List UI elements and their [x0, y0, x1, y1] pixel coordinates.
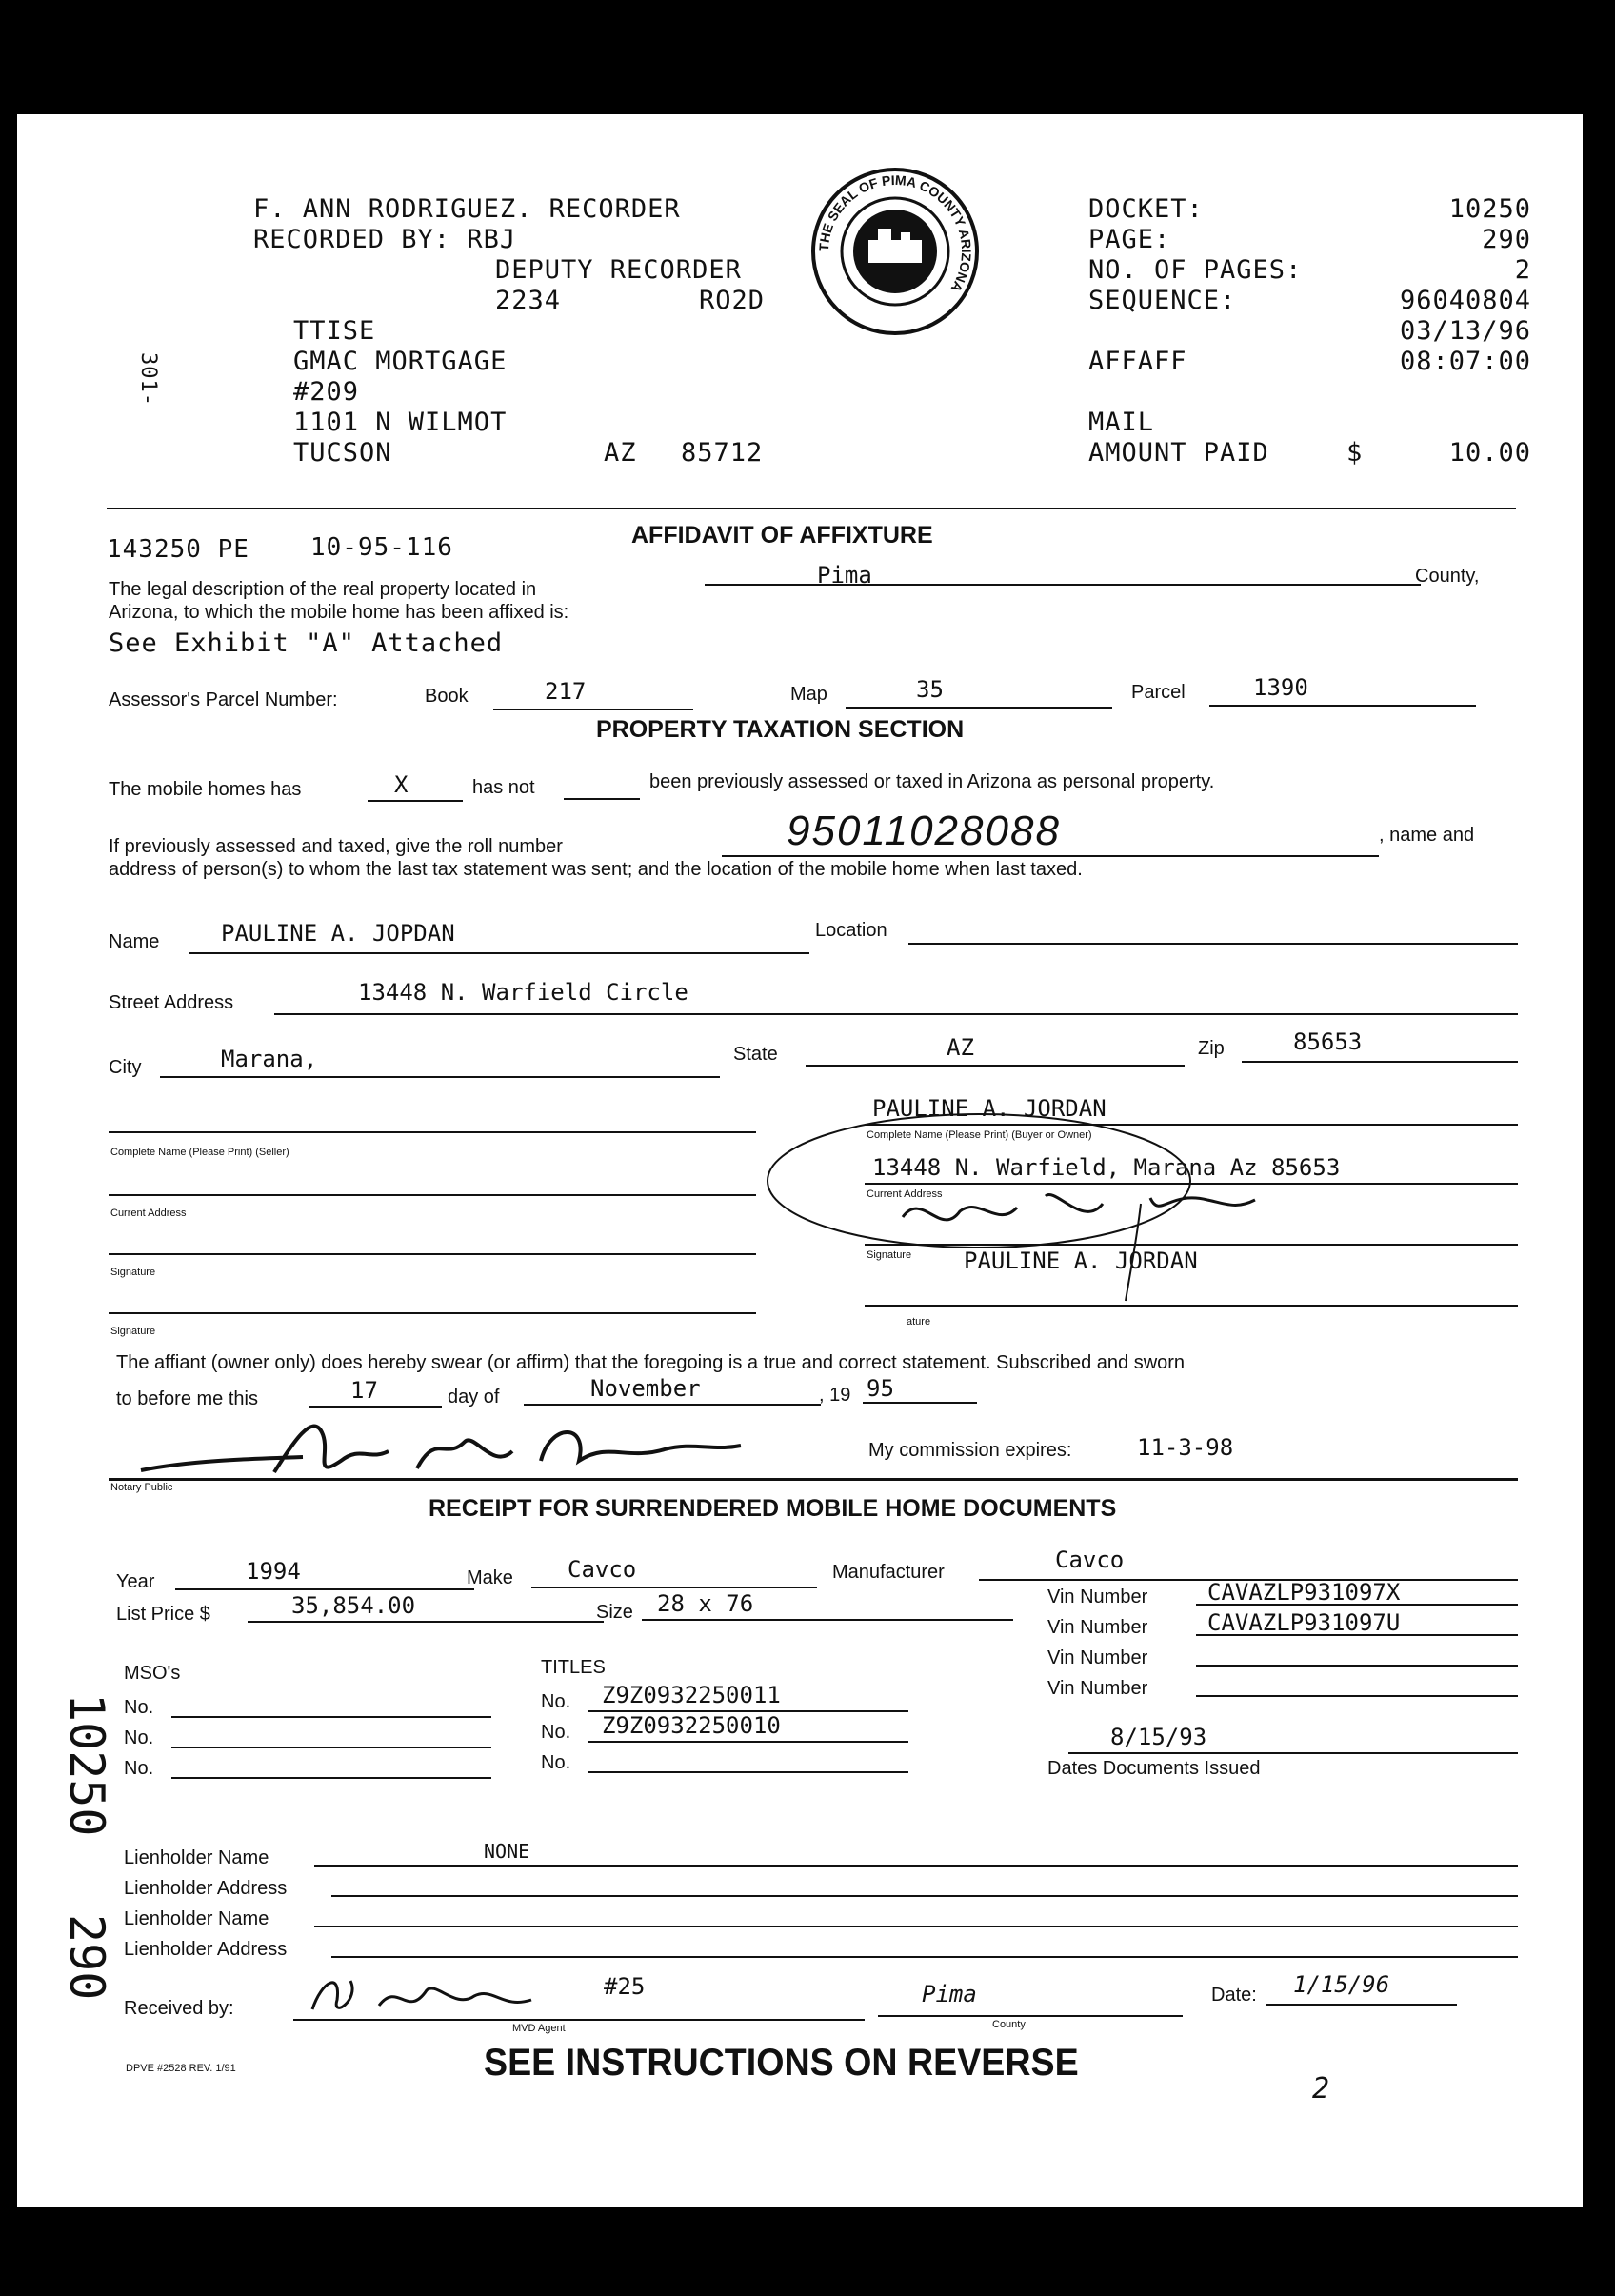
affidavit-title: AFFIDAVIT OF AFFIXTURE: [631, 522, 933, 549]
title-line-3: [588, 1771, 908, 1773]
seller-name-line: [109, 1131, 756, 1133]
parcel-value: 1390: [1253, 674, 1308, 701]
company-street: 1101 N WILMOT: [293, 408, 508, 437]
seller-signature-line: [109, 1253, 756, 1255]
lienholder-name-label-1: Lienholder Name: [124, 1847, 269, 1868]
to-before-me-label: to before me this: [116, 1388, 258, 1409]
mso-line-3: [171, 1777, 491, 1779]
parcel-line: [1209, 705, 1476, 707]
zip-label: Zip: [1198, 1038, 1225, 1059]
parcel-label: Parcel: [1131, 682, 1186, 703]
date-line: [1266, 2004, 1457, 2006]
affaff: AFFAFF: [1088, 347, 1187, 376]
deputy-recorder: DEPUTY RECORDER: [495, 255, 742, 285]
received-line: [293, 2019, 865, 2021]
document-page: [17, 114, 1583, 2207]
been-assessed-label: been previously assessed or taxed in Arizona as personal property.: [649, 771, 1215, 792]
notary-line: [109, 1478, 1518, 1481]
company-zip: 85712: [681, 438, 764, 468]
zip-line: [1242, 1061, 1518, 1063]
title-no-1: No.: [541, 1691, 571, 1712]
received-by-label: Received by:: [124, 1998, 234, 2019]
roll-number-label: If previously assessed and taxed, give the roll number: [109, 836, 563, 857]
tax-section-title: PROPERTY TAXATION SECTION: [596, 716, 965, 743]
titles-label: TITLES: [541, 1657, 606, 1678]
second-signature-label: Signature: [110, 1326, 156, 1337]
state-label: State: [733, 1044, 778, 1065]
oath-day: 17: [350, 1377, 378, 1404]
sequence-label: SEQUENCE:: [1088, 286, 1237, 315]
side-page-stamp: 290: [59, 1914, 114, 2001]
page-label: PAGE:: [1088, 225, 1171, 254]
commission-date: 11-3-98: [1137, 1434, 1234, 1461]
county-seal: [809, 166, 981, 337]
received-date: 1/15/96: [1293, 1971, 1390, 1998]
buyer-signature-label: Signature: [867, 1249, 912, 1261]
lienholder-address-label-1: Lienholder Address: [124, 1878, 288, 1899]
svg-text:THE SEAL OF PIMA COUNTY ARIZON: THE SEAL OF PIMA COUNTY ARIZONA: [815, 171, 975, 295]
mobile-has-label: The mobile homes has: [109, 779, 302, 800]
title-no-2: No.: [541, 1722, 571, 1743]
agent-number: #25: [604, 1973, 646, 2000]
vin-value-2: CAVAZLP931097U: [1207, 1609, 1401, 1636]
oath-month: November: [590, 1375, 701, 1402]
mso-no-1: No.: [124, 1697, 154, 1718]
year-line: [863, 1402, 977, 1404]
map-line: [846, 707, 1112, 709]
size-label: Size: [596, 1602, 633, 1623]
vin-label-2: Vin Number: [1047, 1617, 1148, 1638]
street-line: [274, 1013, 1518, 1015]
side-docket-stamp: 10250: [59, 1693, 114, 1837]
ature-label: ature: [907, 1316, 931, 1328]
title-line-2: [588, 1741, 908, 1743]
name-line: [189, 952, 809, 954]
buyer-name-label: Complete Name (Please Print) (Buyer or Owner): [867, 1129, 1092, 1141]
lien-line-3: [314, 1926, 1518, 1927]
city-label: City: [109, 1057, 142, 1078]
roll-line: [722, 855, 1379, 857]
lienholder-address-label-2: Lienholder Address: [124, 1939, 288, 1960]
form-number: DPVE #2528 REV. 1/91: [126, 2063, 236, 2074]
street-address-label: Street Address: [109, 992, 234, 1013]
apn-label: Assessor's Parcel Number:: [109, 689, 338, 710]
seller-address-line: [109, 1194, 756, 1196]
commission-label: My commission expires:: [868, 1440, 1072, 1461]
recorder-name: F. ANN RODRIGUEZ. RECORDER: [253, 194, 681, 224]
notary-label: Notary Public: [110, 1482, 173, 1493]
mail-label: MAIL: [1088, 408, 1155, 437]
size-line: [642, 1619, 1013, 1621]
notary-signature: [131, 1404, 798, 1489]
address-persons-label: address of person(s) to whom the last tax statement was sent; and the location of the mobile home when last taxed.: [109, 859, 1083, 880]
buyer-address-value: 13448 N. Warfield, Marana Az 85653: [872, 1154, 1341, 1181]
docket-label: DOCKET:: [1088, 194, 1204, 224]
manufacturer-value: Cavco: [1055, 1547, 1125, 1573]
vin-label-4: Vin Number: [1047, 1678, 1148, 1699]
list-price-value: 35,854.00: [291, 1592, 416, 1619]
map-label: Map: [790, 684, 827, 705]
county-value: Pima: [817, 562, 872, 589]
header-divider: [107, 508, 1516, 509]
city-value: Marana,: [221, 1046, 318, 1072]
mso-no-3: No.: [124, 1758, 154, 1779]
vin-label-1: Vin Number: [1047, 1587, 1148, 1607]
amount-value: 10.00: [1448, 438, 1531, 468]
has-not-label: has not: [472, 777, 535, 798]
pages-value: 2: [1514, 255, 1531, 285]
reference-1: 143250 PE: [107, 535, 249, 564]
msos-label: MSO's: [124, 1663, 181, 1684]
received-county: Pima: [922, 1981, 977, 2007]
company-name: GMAC MORTGAGE: [293, 347, 508, 376]
name-and-label: , name and: [1379, 825, 1475, 846]
has-line: [368, 800, 463, 802]
year-label: Year: [116, 1571, 155, 1592]
recorded-by: RECORDED BY: RBJ: [253, 225, 517, 254]
reference-2: 10-95-116: [310, 533, 453, 562]
issued-label: Dates Documents Issued: [1047, 1758, 1261, 1779]
size-value: 28 x 76: [657, 1590, 754, 1617]
vin-line-3: [1196, 1665, 1518, 1667]
record-date: 03/13/96: [1399, 316, 1531, 346]
title-value-2: Z9Z0932250010: [602, 1712, 781, 1739]
zip-value: 85653: [1293, 1028, 1363, 1055]
page-mark: 2: [1312, 2072, 1330, 2106]
receipt-title: RECEIPT FOR SURRENDERED MOBILE HOME DOCUMENTS: [429, 1495, 1117, 1522]
price-line: [248, 1621, 604, 1623]
pages-label: NO. OF PAGES:: [1088, 255, 1303, 285]
county-line: [705, 584, 1421, 586]
make-value: Cavco: [568, 1556, 637, 1583]
company-suite: #209: [293, 377, 360, 407]
list-price-label: List Price $: [116, 1604, 210, 1625]
name-value: PAULINE A. JOPDAN: [221, 920, 455, 947]
make-line: [531, 1587, 817, 1588]
day-of-label: day of: [448, 1387, 500, 1408]
year-field-line: [175, 1588, 474, 1590]
vin-value-1: CAVAZLP931097X: [1207, 1579, 1401, 1606]
mso-no-2: No.: [124, 1727, 154, 1748]
date-label: Date:: [1211, 1985, 1257, 2006]
seller-address-label: Current Address: [110, 1208, 187, 1219]
county-received-label: County: [992, 2019, 1026, 2030]
has-not-line: [564, 798, 640, 800]
roll-number: 95011028088: [787, 808, 1061, 854]
mso-line-1: [171, 1716, 491, 1718]
book-value: 217: [545, 678, 587, 705]
year-value: 1994: [246, 1558, 301, 1585]
company-city: TUCSON: [293, 438, 392, 468]
issued-value: 8/15/93: [1110, 1724, 1207, 1750]
instructions-text: SEE INSTRUCTIONS ON REVERSE: [484, 2042, 1079, 2084]
page-value: 290: [1482, 225, 1531, 254]
buyer-name-value: PAULINE A. JORDAN: [872, 1095, 1107, 1122]
name-label: Name: [109, 931, 160, 952]
map-value: 35: [916, 676, 944, 703]
agent-label: MVD Agent: [512, 2023, 566, 2034]
exhibit-text: See Exhibit "A" Attached: [109, 629, 504, 658]
vin-label-3: Vin Number: [1047, 1647, 1148, 1668]
sequence-value: 96040804: [1399, 286, 1531, 315]
record-time: 08:07:00: [1399, 347, 1531, 376]
county-received-line: [878, 2015, 1183, 2017]
title-no-3: No.: [541, 1752, 571, 1773]
oath-year: 95: [867, 1375, 894, 1402]
location-label: Location: [815, 920, 887, 941]
seal-icon: [809, 166, 981, 337]
seller-name-label: Complete Name (Please Print) (Seller): [110, 1147, 289, 1158]
manufacturer-label: Manufacturer: [832, 1562, 945, 1583]
state-value: AZ: [947, 1034, 974, 1061]
state-line: [806, 1065, 1185, 1067]
book-label: Book: [425, 686, 469, 707]
docket-value: 10250: [1448, 194, 1531, 224]
title-value-1: Z9Z0932250011: [602, 1682, 781, 1708]
vin-line-4: [1196, 1695, 1518, 1697]
buyer-signature-name: PAULINE A. JORDAN: [964, 1248, 1198, 1274]
buyer-signature-scribble: [760, 1105, 1274, 1333]
street-address-value: 13448 N. Warfield Circle: [358, 979, 688, 1006]
lienholder-name-value: NONE: [484, 1840, 530, 1863]
mso-line-2: [171, 1747, 491, 1748]
issued-line: [1068, 1752, 1518, 1754]
lien-line-1: [314, 1865, 1518, 1867]
recorder-code-1: 2234: [495, 286, 562, 315]
legal-desc-label: The legal description of the real property located in: [109, 579, 537, 600]
city-line: [160, 1076, 720, 1078]
amount-label: AMOUNT PAID: [1088, 438, 1269, 468]
margin-note: 301-: [136, 352, 160, 407]
buyer-address-label: Current Address: [867, 1188, 943, 1200]
has-value: X: [394, 771, 409, 798]
county-label: County,: [1415, 566, 1480, 587]
lien-line-4: [331, 1956, 1518, 1958]
lien-line-2: [331, 1895, 1518, 1897]
ttise: TTISE: [293, 316, 376, 346]
legal-desc-label-2: Arizona, to which the mobile home has been affixed is:: [109, 602, 569, 623]
book-line: [493, 709, 693, 710]
dollar-sign: $: [1346, 438, 1364, 468]
company-state: AZ: [604, 438, 637, 468]
second-signature-line: [109, 1312, 756, 1314]
lienholder-name-label-2: Lienholder Name: [124, 1908, 269, 1929]
location-line: [908, 943, 1518, 945]
seller-signature-label: Signature: [110, 1267, 156, 1278]
recorder-code-2: RO2D: [699, 286, 766, 315]
oath-line-1: The affiant (owner only) does hereby swear (or affirm) that the foregoing is a true and correct statement. Subscribed and sworn: [116, 1352, 1186, 1373]
year-prefix: , 19: [819, 1385, 851, 1406]
make-label: Make: [467, 1567, 513, 1588]
